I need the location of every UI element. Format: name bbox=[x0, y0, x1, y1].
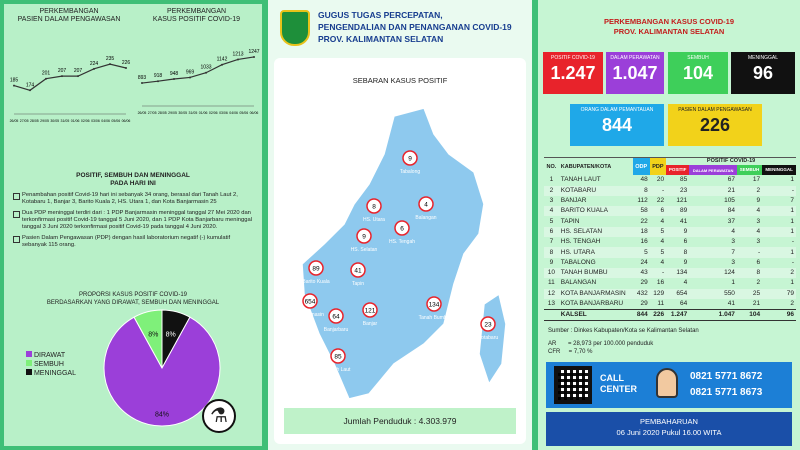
province-logo bbox=[280, 10, 310, 46]
stat-label: POSITIF COVID-19 bbox=[551, 55, 595, 61]
col-no: NO. bbox=[546, 163, 557, 170]
table-cell: 8 bbox=[756, 269, 761, 277]
microscope-icon: ⚗ bbox=[202, 399, 236, 433]
table-cell: TANAH BUMBU bbox=[560, 269, 608, 277]
stat-label: PASIEN DALAM PENGAWASAN bbox=[678, 107, 752, 113]
table-cell: 226 bbox=[653, 310, 665, 318]
marker-region-name: Banjar bbox=[362, 321, 378, 327]
positif-date: 31/05 bbox=[188, 111, 198, 115]
table-cell: 22 bbox=[656, 197, 665, 205]
cfr: CFR = 7,70 % bbox=[548, 349, 593, 355]
table-cell: 11 bbox=[657, 299, 665, 307]
marker-value: 8 bbox=[372, 203, 376, 211]
stat-value: 1.247 bbox=[550, 63, 596, 83]
table-cell: 4 bbox=[549, 207, 554, 215]
pdp-label: 207 bbox=[73, 68, 83, 75]
table-cell: 1 bbox=[549, 176, 554, 184]
legend-sembuh: SEMBUH bbox=[33, 361, 64, 368]
table-cell: HS. SELATAN bbox=[560, 227, 603, 235]
table-cell: 48 bbox=[640, 176, 648, 184]
table-cell: 550 bbox=[724, 289, 735, 297]
middle-panel bbox=[268, 0, 532, 450]
pdp-chart-title: PERKEMBANGAN PASIEN DALAM PENGAWASAN bbox=[17, 8, 121, 23]
col-odp: ODP bbox=[633, 158, 650, 176]
table-row bbox=[544, 196, 796, 206]
map-marker bbox=[363, 303, 378, 327]
table-cell: 134 bbox=[676, 269, 688, 277]
pdp-date: 29/05 bbox=[40, 119, 49, 123]
table-cell: 84 bbox=[727, 207, 735, 215]
table-cell: 29 bbox=[640, 279, 648, 287]
table-cell: TANAH LAUT bbox=[560, 176, 601, 184]
table-cell: 1 bbox=[790, 176, 794, 184]
table-cell: BANJAR bbox=[560, 197, 587, 205]
pie-pct-label: 8% bbox=[165, 331, 176, 339]
pdp-date: 30/05 bbox=[50, 119, 60, 123]
table-cell: 4 bbox=[756, 207, 761, 215]
pdp-label: 174 bbox=[25, 82, 35, 89]
marker-region-name: Kotabaru bbox=[477, 335, 499, 341]
table-cell: 16 bbox=[640, 238, 648, 246]
pdp-date: 28/05 bbox=[29, 119, 39, 123]
table-cell: 112 bbox=[637, 197, 648, 205]
pdp-label: 235 bbox=[105, 56, 115, 63]
population-label: Jumlah Penduduk : 4.303.979 bbox=[284, 408, 516, 434]
table-cell: 1 bbox=[790, 207, 794, 215]
bullet-item: Penambahan positif Covid-19 hari ini sebanyak 34 orang, berasal dari Tanah Laut 2, Kotabaru 1, Banjar 3, Barito Kuala 2, HS. Utara 1, dan Kota Banjarmasin 25 bbox=[12, 192, 256, 206]
phone-2[interactable]: 0821 5771 8673 bbox=[690, 387, 763, 398]
marker-region-name: Barito Kuala bbox=[302, 279, 330, 285]
positif-label: 1213 bbox=[232, 51, 244, 58]
stat-box-meninggal bbox=[731, 52, 795, 94]
positif-date: 04/06 bbox=[229, 111, 239, 115]
col-group: POSITIF COVID-19 bbox=[706, 158, 756, 164]
pie-pct-label: 84% bbox=[154, 411, 170, 419]
table-cell: 23 bbox=[679, 186, 688, 194]
update-box bbox=[546, 412, 792, 446]
district-table bbox=[544, 157, 796, 321]
pdp-label: 201 bbox=[41, 70, 51, 77]
stat-box-orang-dalam-pemantauan bbox=[570, 104, 664, 146]
table-cell: 11 bbox=[548, 279, 555, 287]
pdp-date: 01/06 bbox=[70, 119, 80, 123]
left-panel bbox=[4, 4, 262, 446]
marker-region-name: Banjarbaru bbox=[323, 327, 349, 333]
table-cell: 7 bbox=[731, 248, 735, 256]
positif-date: 26/05 bbox=[137, 111, 147, 115]
marker-region-name: HS. Tengah bbox=[388, 239, 416, 245]
marker-value: 85 bbox=[334, 353, 342, 361]
table-cell: 16 bbox=[656, 279, 665, 287]
table-cell: 129 bbox=[653, 289, 665, 297]
positif-label: 893 bbox=[137, 75, 147, 82]
pdp-date: 03/06 bbox=[91, 119, 100, 123]
table-row bbox=[544, 216, 796, 226]
table-cell: 9 bbox=[756, 197, 761, 205]
table-cell: 17 bbox=[752, 176, 761, 184]
table-cell: KOTA BANJARBARU bbox=[560, 299, 624, 307]
positif-label: 1033 bbox=[200, 64, 212, 71]
table-cell: 85 bbox=[679, 176, 688, 184]
right-panel bbox=[538, 0, 800, 450]
table-cell: 4 bbox=[683, 279, 688, 287]
right-title: PERKEMBANGAN KASUS COVID-19 PROV. KALIMANTAN SELATAN bbox=[603, 17, 735, 36]
operator-icon bbox=[656, 368, 678, 398]
table-row bbox=[544, 278, 796, 288]
table-cell: 5 bbox=[549, 217, 554, 225]
table-cell: 105 bbox=[724, 197, 735, 205]
table-row bbox=[544, 299, 796, 310]
table-cell: 41 bbox=[679, 217, 688, 225]
table-cell: 2 bbox=[790, 269, 794, 277]
stat-label: DALAM PERAWATAN bbox=[610, 55, 660, 61]
table-cell: KOTABARU bbox=[560, 186, 597, 194]
table-cell: 3 bbox=[731, 238, 735, 246]
call-center-box bbox=[546, 362, 792, 408]
marker-region-name: Tanah Laut bbox=[325, 367, 351, 373]
table-cell: 1 bbox=[790, 217, 794, 225]
trend-charts bbox=[4, 4, 262, 154]
positif-label: 969 bbox=[185, 69, 195, 76]
table-cell: 1 bbox=[790, 227, 794, 235]
table-cell: 12 bbox=[547, 289, 555, 297]
positif-date: 02/06 bbox=[208, 111, 218, 115]
stat-value: 844 bbox=[601, 115, 633, 135]
table-cell: 3 bbox=[756, 217, 761, 225]
table-row bbox=[544, 186, 796, 196]
source-note: Sumber : Dinkes Kabupaten/Kota se Kalimantan Selatan bbox=[548, 328, 699, 334]
table-cell: 9 bbox=[549, 258, 554, 266]
pie-title: PROPORSI KASUS POSITIF COVID-19 BERDASARKAN YANG DIRAWAT, SEMBUH DAN MENINGGAL bbox=[46, 292, 220, 306]
positif-label: 918 bbox=[153, 73, 163, 80]
table-cell: 1 bbox=[790, 279, 794, 287]
table-cell: 1 bbox=[731, 279, 735, 287]
marker-region-name: Tanah Bumbu bbox=[418, 315, 450, 321]
table-cell: 18 bbox=[640, 227, 648, 235]
stat-box-sembuh bbox=[668, 52, 728, 94]
table-cell: - bbox=[757, 248, 761, 256]
pie-pct-label: 8% bbox=[148, 331, 159, 339]
table-cell: 37 bbox=[727, 217, 735, 225]
table-cell: 121 bbox=[676, 197, 688, 205]
table-cell: 2 bbox=[756, 186, 761, 194]
table-cell: HS. UTARA bbox=[560, 248, 595, 256]
table-cell: 8 bbox=[683, 248, 688, 256]
stat-label: MENINGGAL bbox=[747, 55, 778, 61]
table-cell: 21 bbox=[727, 186, 735, 194]
map-title: SEBARAN KASUS POSITIF bbox=[352, 76, 448, 85]
table-cell: TAPIN bbox=[560, 217, 580, 225]
table-total-row bbox=[544, 309, 796, 320]
daily-bullets bbox=[12, 192, 256, 253]
table-cell: 24 bbox=[640, 258, 648, 266]
pdp-label: 185 bbox=[9, 77, 19, 84]
positive-chart-title: PERKEMBANGAN KASUS POSITIF COVID-19 bbox=[152, 8, 241, 23]
distribution-map bbox=[274, 94, 526, 404]
marker-value: 654 bbox=[304, 298, 316, 306]
stat-value: 226 bbox=[699, 115, 731, 135]
pdp-date: 31/05 bbox=[60, 119, 70, 123]
map-card bbox=[274, 58, 526, 444]
table-cell: 3 bbox=[549, 197, 554, 205]
table-row bbox=[544, 258, 796, 268]
positif-label: 1247 bbox=[248, 48, 260, 55]
positif-label: 948 bbox=[169, 70, 179, 77]
table-cell: 844 bbox=[636, 310, 648, 318]
table-cell: 104 bbox=[749, 310, 761, 318]
table-cell: - bbox=[661, 269, 665, 277]
map-marker bbox=[351, 263, 365, 287]
marker-value: 9 bbox=[408, 155, 412, 163]
positif-date: 29/05 bbox=[168, 111, 177, 115]
stat-value: 104 bbox=[682, 63, 714, 83]
table-cell: 29 bbox=[640, 299, 648, 307]
update-time: 06 Juni 2020 Pukul 16.00 WITA bbox=[616, 428, 722, 437]
table-cell: 7 bbox=[549, 238, 554, 246]
pdp-date: 04/06 bbox=[101, 119, 111, 123]
table-cell: BALANGAN bbox=[560, 279, 597, 287]
table-cell: 654 bbox=[676, 289, 688, 297]
marker-value: 4 bbox=[424, 201, 428, 209]
table-cell: 2 bbox=[549, 186, 554, 194]
table-cell: 89 bbox=[679, 207, 688, 215]
marker-value: 41 bbox=[354, 267, 362, 275]
legend-meninggal: MENINGGAL bbox=[33, 370, 76, 377]
table-cell: HS. TENGAH bbox=[560, 238, 601, 246]
pdp-label: 224 bbox=[89, 60, 99, 67]
table-cell: 2 bbox=[790, 299, 794, 307]
table-cell: 64 bbox=[679, 299, 688, 307]
table-cell: - bbox=[661, 186, 665, 194]
table-row bbox=[544, 206, 796, 216]
pdp-label: 226 bbox=[121, 60, 131, 66]
pdp-date: 27/05 bbox=[19, 119, 29, 123]
pdp-date: 26/05 bbox=[9, 119, 19, 123]
table-cell: 41 bbox=[727, 299, 735, 307]
stat-box-positif-covid-19 bbox=[543, 52, 603, 94]
marker-value: 121 bbox=[364, 307, 376, 315]
table-cell: 1 bbox=[790, 248, 794, 256]
table-cell: - bbox=[791, 186, 794, 194]
table-cell: 124 bbox=[724, 269, 735, 277]
positif-date: 03/06 bbox=[219, 111, 228, 115]
table-cell: 4 bbox=[731, 227, 735, 235]
table-cell: 6 bbox=[756, 258, 761, 266]
table-cell: 67 bbox=[727, 176, 735, 184]
pdp-date: 02/06 bbox=[80, 119, 90, 123]
table-cell: 58 bbox=[640, 207, 648, 215]
table-cell: 43 bbox=[640, 269, 648, 277]
table-cell: 5 bbox=[660, 227, 665, 235]
table-cell: 8 bbox=[644, 186, 648, 194]
legend-dirawat: DIRAWAT bbox=[33, 352, 66, 359]
table-cell: 1.047 bbox=[718, 310, 735, 318]
positif-date: 30/05 bbox=[178, 111, 188, 115]
col-kabupaten: KABUPATEN/KOTA bbox=[560, 163, 612, 170]
table-cell: KOTA BANJARMASIN bbox=[560, 289, 626, 297]
table-cell: 3 bbox=[731, 258, 735, 266]
table-cell: 4 bbox=[660, 217, 665, 225]
stat-value: 96 bbox=[752, 63, 774, 83]
marker-region-name: Tapin bbox=[352, 281, 364, 287]
table-cell: BARITO KUALA bbox=[560, 207, 608, 215]
table-cell: TABALONG bbox=[560, 258, 596, 266]
table-row bbox=[544, 227, 796, 237]
table-row bbox=[544, 247, 796, 257]
positif-date: 27/05 bbox=[147, 111, 157, 115]
table-cell: 4 bbox=[660, 258, 665, 266]
marker-value: 9 bbox=[362, 233, 366, 241]
table-cell: 4 bbox=[756, 227, 761, 235]
positif-date: 06/06 bbox=[249, 111, 259, 115]
positif-date: 28/05 bbox=[157, 111, 167, 115]
pdp-date: 05/06 bbox=[111, 119, 121, 123]
marker-region-name: HS. Utara bbox=[363, 217, 385, 223]
daily-heading: POSITIF, SEMBUH DAN MENINGGAL PADA HARI INI bbox=[76, 172, 190, 187]
marker-region-name: Balangan bbox=[415, 215, 437, 221]
col-sembuh: SEMBUH bbox=[737, 165, 762, 175]
table-cell: 8 bbox=[549, 248, 554, 256]
marker-region-name: HS. Selatan bbox=[350, 247, 378, 253]
table-cell: 6 bbox=[683, 238, 688, 246]
header-title: GUGUS TUGAS PERCEPATAN, PENGENDALIAN DAN PENANGANAN COVID-19 PROV. KALIMANTAN SELATAN bbox=[318, 10, 512, 44]
qr-code-icon[interactable] bbox=[554, 366, 592, 404]
mainland-shape bbox=[302, 108, 484, 399]
marker-value: 89 bbox=[312, 265, 320, 273]
table-row bbox=[544, 237, 796, 247]
bullet-item: Pasien Dalam Pengawasan (PDP) dengan hasil laboratorium negatif (-) kumulatif sebanyak 115 orang. bbox=[12, 235, 256, 249]
marker-value: 64 bbox=[332, 313, 340, 321]
positif-date: 05/06 bbox=[239, 111, 249, 115]
table-cell: KALSEL bbox=[560, 310, 587, 318]
stat-label: ORANG DALAM PEMANTAUAN bbox=[580, 107, 654, 113]
pie-legend bbox=[26, 351, 76, 378]
table-cell: 5 bbox=[644, 248, 648, 256]
table-cell: 96 bbox=[786, 310, 794, 318]
table-cell: 1.247 bbox=[670, 310, 688, 318]
bullet-item: Dua PDP meninggal terdiri dari : 1 PDP Banjarmasin meninggal tanggal 27 Mei 2020 dan terkonfirmasi positif Covid-19 tanggal 5 Juni 2020, dan 1 PDP Kota Banjarbaru meninggal tanggal 3 Juni 2020 terkonfirmasi positif Covid-19 pada tanggal 4 Juni 2020. bbox=[12, 210, 256, 231]
stat-box-pasien-dalam-pengawasan bbox=[668, 104, 762, 146]
table-cell: 2 bbox=[756, 279, 761, 287]
table-cell: 6 bbox=[549, 227, 554, 235]
table-cell: 22 bbox=[640, 217, 648, 225]
table-cell: 432 bbox=[636, 289, 648, 297]
phone-1[interactable]: 0821 5771 8672 bbox=[690, 371, 763, 382]
marker-value: 23 bbox=[484, 321, 492, 329]
table-cell: 3 bbox=[756, 238, 761, 246]
table-row bbox=[544, 175, 796, 185]
positif-date: 01/06 bbox=[198, 111, 208, 115]
stat-box-dalam-perawatan bbox=[606, 52, 664, 94]
marker-region-name: Tabalong bbox=[399, 169, 421, 175]
table-cell: - bbox=[791, 238, 794, 246]
table-cell: 6 bbox=[660, 207, 665, 215]
call-center-label: CALL CENTER bbox=[600, 373, 638, 394]
col-meninggal: MENINGGAL bbox=[762, 165, 796, 175]
table-cell: 7 bbox=[790, 197, 794, 205]
positif-label: 1142 bbox=[216, 56, 228, 63]
col-perawatan: DALAM PERAWATAN bbox=[689, 165, 737, 175]
table-cell: 4 bbox=[660, 238, 665, 246]
table-cell: 9 bbox=[683, 227, 688, 235]
table-cell: 79 bbox=[786, 289, 794, 297]
pdp-label: 207 bbox=[57, 68, 67, 75]
table-cell: - bbox=[791, 258, 794, 266]
table-cell: 21 bbox=[752, 299, 761, 307]
table-cell: 10 bbox=[547, 269, 555, 277]
col-pdp: PDP bbox=[650, 158, 666, 176]
marker-region-name: Banjarmasin bbox=[296, 312, 324, 318]
attack-rate: AR = 28,973 per 100.000 penduduk bbox=[548, 341, 654, 347]
marker-value: 6 bbox=[400, 225, 404, 233]
col-positif: POSITIF bbox=[666, 165, 689, 175]
stat-value: 1.047 bbox=[612, 63, 658, 83]
pdp-date: 06/06 bbox=[121, 119, 131, 123]
table-cell: 5 bbox=[660, 248, 665, 256]
table-row bbox=[544, 289, 796, 299]
stat-label: SEMBUH bbox=[687, 55, 709, 61]
table-cell: 20 bbox=[656, 176, 665, 184]
table-cell: 13 bbox=[547, 299, 555, 307]
marker-value: 134 bbox=[428, 301, 440, 309]
table-cell: 9 bbox=[683, 258, 688, 266]
table-cell: 25 bbox=[752, 289, 761, 297]
table-row bbox=[544, 268, 796, 278]
update-label: PEMBAHARUAN bbox=[640, 417, 698, 426]
